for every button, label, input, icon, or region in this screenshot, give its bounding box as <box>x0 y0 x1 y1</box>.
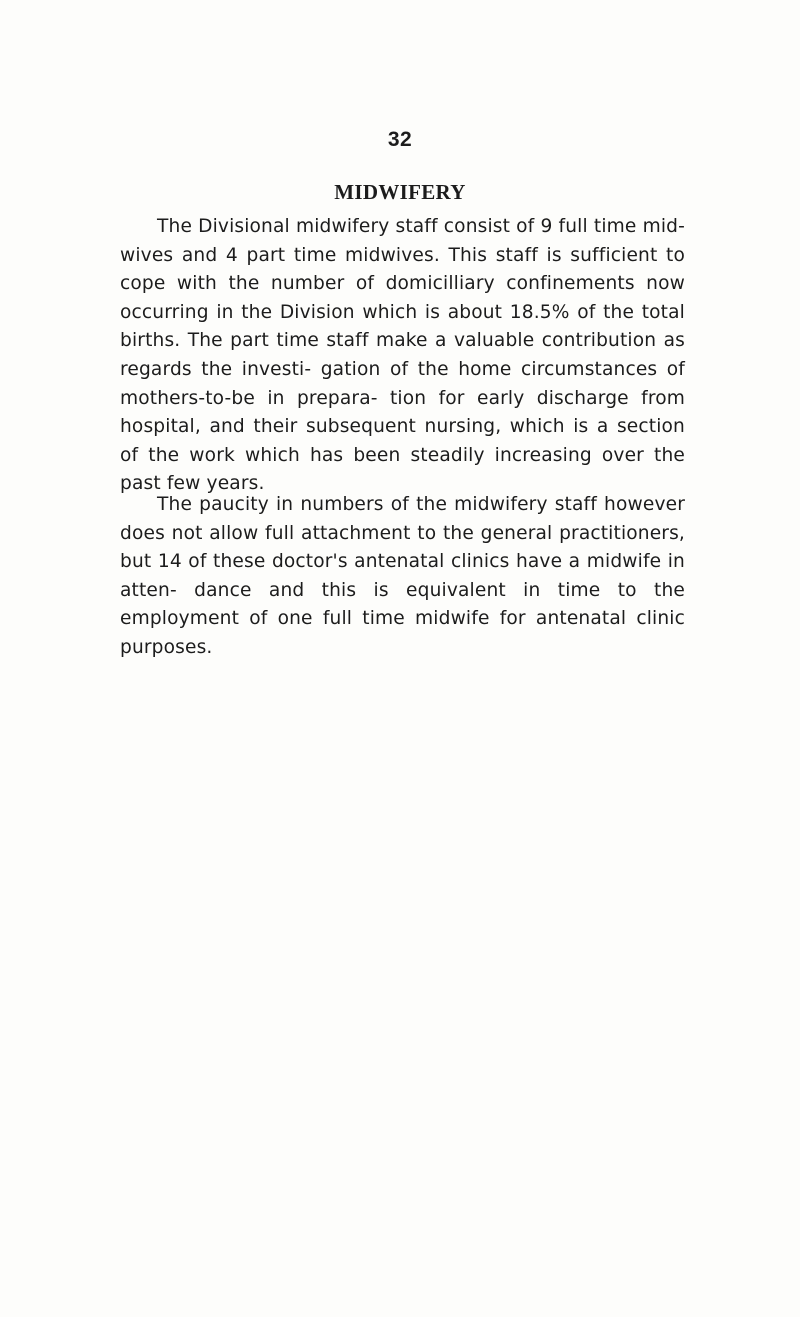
page-number: 32 <box>387 128 413 151</box>
section-title: MIDWIFERY <box>334 180 466 204</box>
paragraph-2: The paucity in numbers of the midwifery staff however does not allow full attachment to the general practitioners, but 14 of these doctor's antenatal clinics have a midwife in atten- dance and this is equivalent in time to the employment of one full time midwife for antenatal clinic purposes. <box>120 494 685 658</box>
paragraph-1: The Divisional midwifery staff consist of 9 full time mid- wives and 4 part time midwives. This staff is sufficient to cope with the number of domicilliary confinements now occurring in the Division which is about 18.5% of the total births. The part time staff make a valuable contribution as regards the investi- gation of the home circumstances of mothers-to-be in prepara- tion for early discharge from hospital, and their subsequent nursing, which is a section of the work which has been steadily increasing over the past few years. <box>120 216 685 495</box>
